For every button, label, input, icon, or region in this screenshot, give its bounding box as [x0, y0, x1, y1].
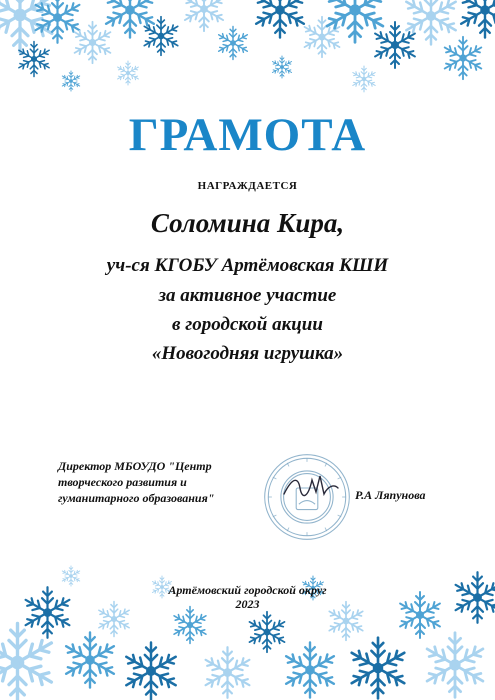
director-title: [58, 458, 214, 506]
director-line: Директор МБОУДО "Центр: [58, 459, 212, 473]
footer-year: 2023: [235, 597, 260, 611]
signature-mark: [278, 468, 342, 504]
top-snowflakes: [0, 0, 495, 92]
signer-name: Р.А Ляпунова: [355, 488, 426, 502]
recipient-name: Соломина Кира,: [150, 208, 345, 238]
director-line: творческого развития и: [58, 475, 187, 489]
footer-place: Артёмовский городской округ: [168, 583, 327, 597]
certificate-title: ГРАМОТА: [128, 109, 367, 161]
award-line-event: в городской акции: [172, 314, 323, 335]
award-line-school: уч-ся КГОБУ Артёмовская КШИ: [106, 255, 389, 276]
award-line-event-name: «Новогодняя игрушка»: [151, 343, 344, 364]
awarded-label: НАГРАЖДАЕТСЯ: [197, 180, 298, 192]
award-line-participation: за активное участие: [158, 285, 337, 306]
director-line: гуманитарного образования": [58, 491, 215, 505]
